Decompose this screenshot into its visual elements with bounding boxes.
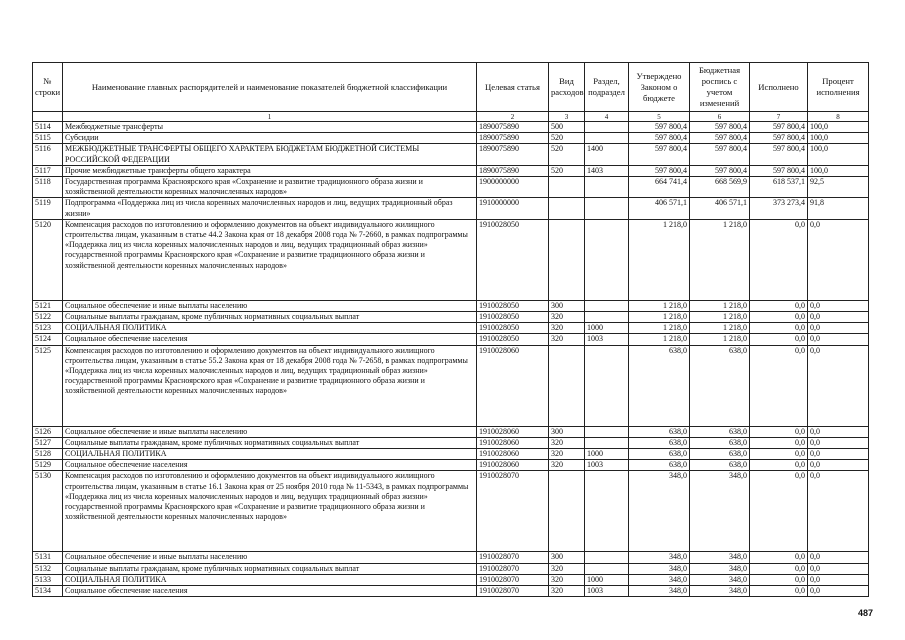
row-expense-type: 320	[549, 323, 585, 334]
row-percent: 0,0	[808, 219, 869, 300]
row-section	[585, 563, 629, 574]
row-schedule: 1 218,0	[690, 323, 750, 334]
table-row	[33, 552, 869, 563]
row-name: Социальное обеспечение населения	[63, 586, 477, 597]
row-expense-type	[549, 219, 585, 300]
row-target-article: 1890075890	[477, 144, 549, 165]
row-executed: 0,0	[750, 437, 808, 448]
row-section	[585, 198, 629, 219]
column-header: Вид расходов	[549, 63, 585, 112]
row-target-article: 1890075890	[477, 133, 549, 144]
row-expense-type: 520	[549, 165, 585, 176]
row-expense-type	[549, 198, 585, 219]
row-executed: 0,0	[750, 219, 808, 300]
row-executed: 0,0	[750, 552, 808, 563]
row-schedule: 638,0	[690, 449, 750, 460]
row-approved: 638,0	[629, 449, 690, 460]
row-expense-type: 320	[549, 563, 585, 574]
row-expense-type: 520	[549, 144, 585, 165]
row-target-article: 1910028050	[477, 300, 549, 311]
table-row	[33, 323, 869, 334]
row-schedule: 597 800,4	[690, 144, 750, 165]
row-section	[585, 471, 629, 552]
table-row	[33, 345, 869, 426]
row-number: 5119	[33, 198, 63, 219]
row-executed: 0,0	[750, 312, 808, 323]
column-number: 5	[629, 112, 690, 122]
table-row	[33, 334, 869, 345]
row-executed: 0,0	[750, 586, 808, 597]
row-name: Социальное обеспечение населения	[63, 460, 477, 471]
row-approved: 348,0	[629, 552, 690, 563]
row-name: Государственная программа Красноярского края «Сохранение и развитие традиционного образа жизни и хозяйственной деятельности коренных малочисленных народов»	[63, 177, 477, 198]
row-target-article: 1890075890	[477, 165, 549, 176]
row-number: 5118	[33, 177, 63, 198]
table-row	[33, 144, 869, 165]
row-name: Социальное обеспечение и иные выплаты населению	[63, 300, 477, 311]
row-section	[585, 426, 629, 437]
table-row	[33, 471, 869, 552]
row-approved: 597 800,4	[629, 144, 690, 165]
row-target-article: 1910028060	[477, 460, 549, 471]
row-name: СОЦИАЛЬНАЯ ПОЛИТИКА	[63, 574, 477, 585]
column-number-row	[33, 112, 869, 122]
table-row	[33, 219, 869, 300]
row-expense-type: 320	[549, 586, 585, 597]
table-row	[33, 460, 869, 471]
row-approved: 638,0	[629, 437, 690, 448]
row-expense-type: 500	[549, 122, 585, 133]
column-header: Бюджетная роспись с учетом изменений	[690, 63, 750, 112]
row-approved: 348,0	[629, 586, 690, 597]
row-number: 5123	[33, 323, 63, 334]
table-row	[33, 426, 869, 437]
row-target-article: 1910028060	[477, 345, 549, 426]
row-expense-type	[549, 177, 585, 198]
row-expense-type: 320	[549, 437, 585, 448]
row-percent: 0,0	[808, 300, 869, 311]
row-percent: 100,0	[808, 122, 869, 133]
row-executed: 597 800,4	[750, 144, 808, 165]
table-row	[33, 437, 869, 448]
row-executed: 0,0	[750, 300, 808, 311]
row-section: 1000	[585, 449, 629, 460]
row-section	[585, 300, 629, 311]
row-number: 5115	[33, 133, 63, 144]
row-approved: 1 218,0	[629, 334, 690, 345]
row-target-article: 1910028050	[477, 323, 549, 334]
row-percent: 91,8	[808, 198, 869, 219]
row-schedule: 1 218,0	[690, 334, 750, 345]
row-approved: 597 800,4	[629, 122, 690, 133]
row-name: Социальные выплаты гражданам, кроме публичных нормативных социальных выплат	[63, 563, 477, 574]
row-approved: 638,0	[629, 426, 690, 437]
row-number: 5121	[33, 300, 63, 311]
row-target-article: 1910028050	[477, 312, 549, 323]
row-expense-type: 300	[549, 300, 585, 311]
row-schedule: 638,0	[690, 437, 750, 448]
row-name: Прочие межбюджетные трансферты общего характера	[63, 165, 477, 176]
row-executed: 0,0	[750, 460, 808, 471]
column-header: Процент исполнения	[808, 63, 869, 112]
column-number: 3	[549, 112, 585, 122]
row-schedule: 348,0	[690, 563, 750, 574]
row-target-article: 1910028060	[477, 426, 549, 437]
column-number: 8	[808, 112, 869, 122]
row-target-article: 1910000000	[477, 198, 549, 219]
row-expense-type: 320	[549, 460, 585, 471]
row-name: МЕЖБЮДЖЕТНЫЕ ТРАНСФЕРТЫ ОБЩЕГО ХАРАКТЕРА БЮДЖЕТАМ БЮДЖЕТНОЙ СИСТЕМЫ РОССИЙСКОЙ ФЕДЕРАЦИИ	[63, 144, 477, 165]
row-schedule: 348,0	[690, 552, 750, 563]
budget-table	[32, 62, 869, 597]
row-target-article: 1910028070	[477, 552, 549, 563]
row-number: 5114	[33, 122, 63, 133]
row-expense-type: 320	[549, 574, 585, 585]
table-row	[33, 449, 869, 460]
row-percent: 0,0	[808, 574, 869, 585]
row-executed: 597 800,4	[750, 133, 808, 144]
row-expense-type: 320	[549, 312, 585, 323]
row-percent: 100,0	[808, 144, 869, 165]
row-approved: 1 218,0	[629, 323, 690, 334]
row-target-article: 1900000000	[477, 177, 549, 198]
row-schedule: 406 571,1	[690, 198, 750, 219]
row-approved: 638,0	[629, 460, 690, 471]
table-row	[33, 122, 869, 133]
row-schedule: 638,0	[690, 345, 750, 426]
row-approved: 638,0	[629, 345, 690, 426]
row-percent: 0,0	[808, 449, 869, 460]
row-number: 5129	[33, 460, 63, 471]
row-target-article: 1910028070	[477, 574, 549, 585]
row-name: Социальные выплаты гражданам, кроме публичных нормативных социальных выплат	[63, 437, 477, 448]
row-name: Субсидии	[63, 133, 477, 144]
table-row	[33, 586, 869, 597]
row-executed: 0,0	[750, 334, 808, 345]
row-name: СОЦИАЛЬНАЯ ПОЛИТИКА	[63, 323, 477, 334]
row-number: 5125	[33, 345, 63, 426]
row-number: 5124	[33, 334, 63, 345]
row-percent: 0,0	[808, 586, 869, 597]
row-schedule: 348,0	[690, 574, 750, 585]
column-header: Исполнено	[750, 63, 808, 112]
row-number: 5132	[33, 563, 63, 574]
row-section: 1003	[585, 586, 629, 597]
row-target-article: 1890075890	[477, 122, 549, 133]
row-executed: 0,0	[750, 345, 808, 426]
table-row	[33, 300, 869, 311]
table-row	[33, 198, 869, 219]
row-approved: 1 218,0	[629, 312, 690, 323]
row-schedule: 597 800,4	[690, 133, 750, 144]
row-percent: 0,0	[808, 552, 869, 563]
row-schedule: 638,0	[690, 460, 750, 471]
row-executed: 0,0	[750, 574, 808, 585]
column-number: 1	[63, 112, 477, 122]
row-number: 5117	[33, 165, 63, 176]
row-target-article: 1910028070	[477, 471, 549, 552]
row-name: Социальное обеспечение населения	[63, 334, 477, 345]
row-section	[585, 177, 629, 198]
row-schedule: 348,0	[690, 586, 750, 597]
row-expense-type	[549, 471, 585, 552]
row-approved: 1 218,0	[629, 300, 690, 311]
row-approved: 406 571,1	[629, 198, 690, 219]
row-expense-type: 320	[549, 334, 585, 345]
row-section	[585, 552, 629, 563]
column-number: 6	[690, 112, 750, 122]
row-percent: 92,5	[808, 177, 869, 198]
column-header: Наименование главных распорядителей и наименование показателей бюджетной классификации	[63, 63, 477, 112]
row-executed: 0,0	[750, 449, 808, 460]
table-row	[33, 133, 869, 144]
table-row	[33, 312, 869, 323]
row-section: 1003	[585, 334, 629, 345]
row-section	[585, 312, 629, 323]
row-percent: 0,0	[808, 345, 869, 426]
row-schedule: 597 800,4	[690, 122, 750, 133]
row-target-article: 1910028060	[477, 449, 549, 460]
row-executed: 597 800,4	[750, 122, 808, 133]
column-number: 4	[585, 112, 629, 122]
row-number: 5130	[33, 471, 63, 552]
row-number: 5127	[33, 437, 63, 448]
row-section	[585, 122, 629, 133]
header-row	[33, 63, 869, 112]
row-target-article: 1910028050	[477, 219, 549, 300]
row-name: Межбюджетные трансферты	[63, 122, 477, 133]
row-section: 1000	[585, 323, 629, 334]
row-approved: 1 218,0	[629, 219, 690, 300]
row-target-article: 1910028070	[477, 563, 549, 574]
row-name: Компенсация расходов по изготовлению и оформлению документов на объект индивидуального жилищного строительства лицам, указанным в статье 44.2 Закона края от 18 декабря 2008 года № 7-2660, в рамках подпрограммы «Поддержка лиц из числа коренных малочисленных народов и лиц, ведущих традиционный образ жизни» государственной программы Красноярского края «Сохранение и развитие традиционного образа жизни и хозяйственной деятельности коренных малочисленных народов»	[63, 219, 477, 300]
row-target-article: 1910028050	[477, 334, 549, 345]
row-name: Компенсация расходов по изготовлению и оформлению документов на объект индивидуального жилищного строительства лицам, указанным в статье 55.2 Закона края от 18 декабря 2008 года № 7-2658, в рамках подпрограммы «Поддержка лиц из числа коренных малочисленных народов и лиц, ведущих традиционный образ жизни» государственной программы Красноярского края «Сохранение и развитие традиционного образа жизни и хозяйственной деятельности коренных малочисленных народов»	[63, 345, 477, 426]
row-number: 5133	[33, 574, 63, 585]
row-percent: 0,0	[808, 563, 869, 574]
column-number: 7	[750, 112, 808, 122]
column-header: Целевая статья	[477, 63, 549, 112]
row-schedule: 597 800,4	[690, 165, 750, 176]
row-percent: 0,0	[808, 471, 869, 552]
row-schedule: 1 218,0	[690, 300, 750, 311]
row-percent: 0,0	[808, 460, 869, 471]
column-header: Раздел, подраздел	[585, 63, 629, 112]
column-number: 2	[477, 112, 549, 122]
row-executed: 597 800,4	[750, 165, 808, 176]
row-number: 5126	[33, 426, 63, 437]
row-expense-type	[549, 345, 585, 426]
row-percent: 0,0	[808, 323, 869, 334]
row-section	[585, 437, 629, 448]
row-approved: 348,0	[629, 471, 690, 552]
row-section	[585, 133, 629, 144]
row-percent: 0,0	[808, 437, 869, 448]
row-approved: 664 741,4	[629, 177, 690, 198]
row-number: 5131	[33, 552, 63, 563]
column-header: Утверждено Законом о бюджете	[629, 63, 690, 112]
row-percent: 100,0	[808, 165, 869, 176]
row-name: Социальное обеспечение и иные выплаты населению	[63, 426, 477, 437]
row-name: Компенсация расходов по изготовлению и оформлению документов на объект индивидуального жилищного строительства лицам, указанным в статье 16.1 Закона края от 25 ноября 2010 года № 11-5343, в рамках подпрограммы «Поддержка лиц из числа коренных малочисленных народов и лиц, ведущих традиционный образ жизни» государственной программы Красноярского края «Сохранение и развитие традиционного образа жизни и хозяйственной деятельности коренных малочисленных народов»	[63, 471, 477, 552]
row-percent: 0,0	[808, 334, 869, 345]
row-expense-type: 300	[549, 552, 585, 563]
row-schedule: 638,0	[690, 426, 750, 437]
row-section	[585, 345, 629, 426]
row-number: 5122	[33, 312, 63, 323]
row-approved: 348,0	[629, 563, 690, 574]
row-executed: 0,0	[750, 426, 808, 437]
page-number: 487	[858, 608, 874, 618]
row-number: 5128	[33, 449, 63, 460]
row-expense-type: 300	[549, 426, 585, 437]
row-section: 1003	[585, 460, 629, 471]
row-percent: 0,0	[808, 312, 869, 323]
row-number: 5120	[33, 219, 63, 300]
table-row	[33, 563, 869, 574]
row-approved: 597 800,4	[629, 165, 690, 176]
row-name: Подпрограмма «Поддержка лиц из числа коренных малочисленных народов и лиц, ведущих традиционный образ жизни»	[63, 198, 477, 219]
row-schedule: 668 569,9	[690, 177, 750, 198]
row-approved: 348,0	[629, 574, 690, 585]
row-percent: 0,0	[808, 426, 869, 437]
column-header: № строки	[33, 63, 63, 112]
row-section	[585, 219, 629, 300]
table-body	[33, 122, 869, 597]
row-target-article: 1910028070	[477, 586, 549, 597]
row-target-article: 1910028060	[477, 437, 549, 448]
row-name: СОЦИАЛЬНАЯ ПОЛИТИКА	[63, 449, 477, 460]
table-row	[33, 574, 869, 585]
row-section: 1403	[585, 165, 629, 176]
row-number: 5134	[33, 586, 63, 597]
row-schedule: 348,0	[690, 471, 750, 552]
row-expense-type: 320	[549, 449, 585, 460]
row-executed: 618 537,1	[750, 177, 808, 198]
row-section: 1400	[585, 144, 629, 165]
table-row	[33, 177, 869, 198]
row-approved: 597 800,4	[629, 133, 690, 144]
row-name: Социальные выплаты гражданам, кроме публичных нормативных социальных выплат	[63, 312, 477, 323]
row-schedule: 1 218,0	[690, 312, 750, 323]
row-schedule: 1 218,0	[690, 219, 750, 300]
column-number	[33, 112, 63, 122]
row-executed: 0,0	[750, 471, 808, 552]
row-section: 1000	[585, 574, 629, 585]
row-number: 5116	[33, 144, 63, 165]
row-executed: 0,0	[750, 323, 808, 334]
row-percent: 100,0	[808, 133, 869, 144]
row-expense-type: 520	[549, 133, 585, 144]
row-executed: 373 273,4	[750, 198, 808, 219]
row-executed: 0,0	[750, 563, 808, 574]
table-row	[33, 165, 869, 176]
row-name: Социальное обеспечение и иные выплаты населению	[63, 552, 477, 563]
